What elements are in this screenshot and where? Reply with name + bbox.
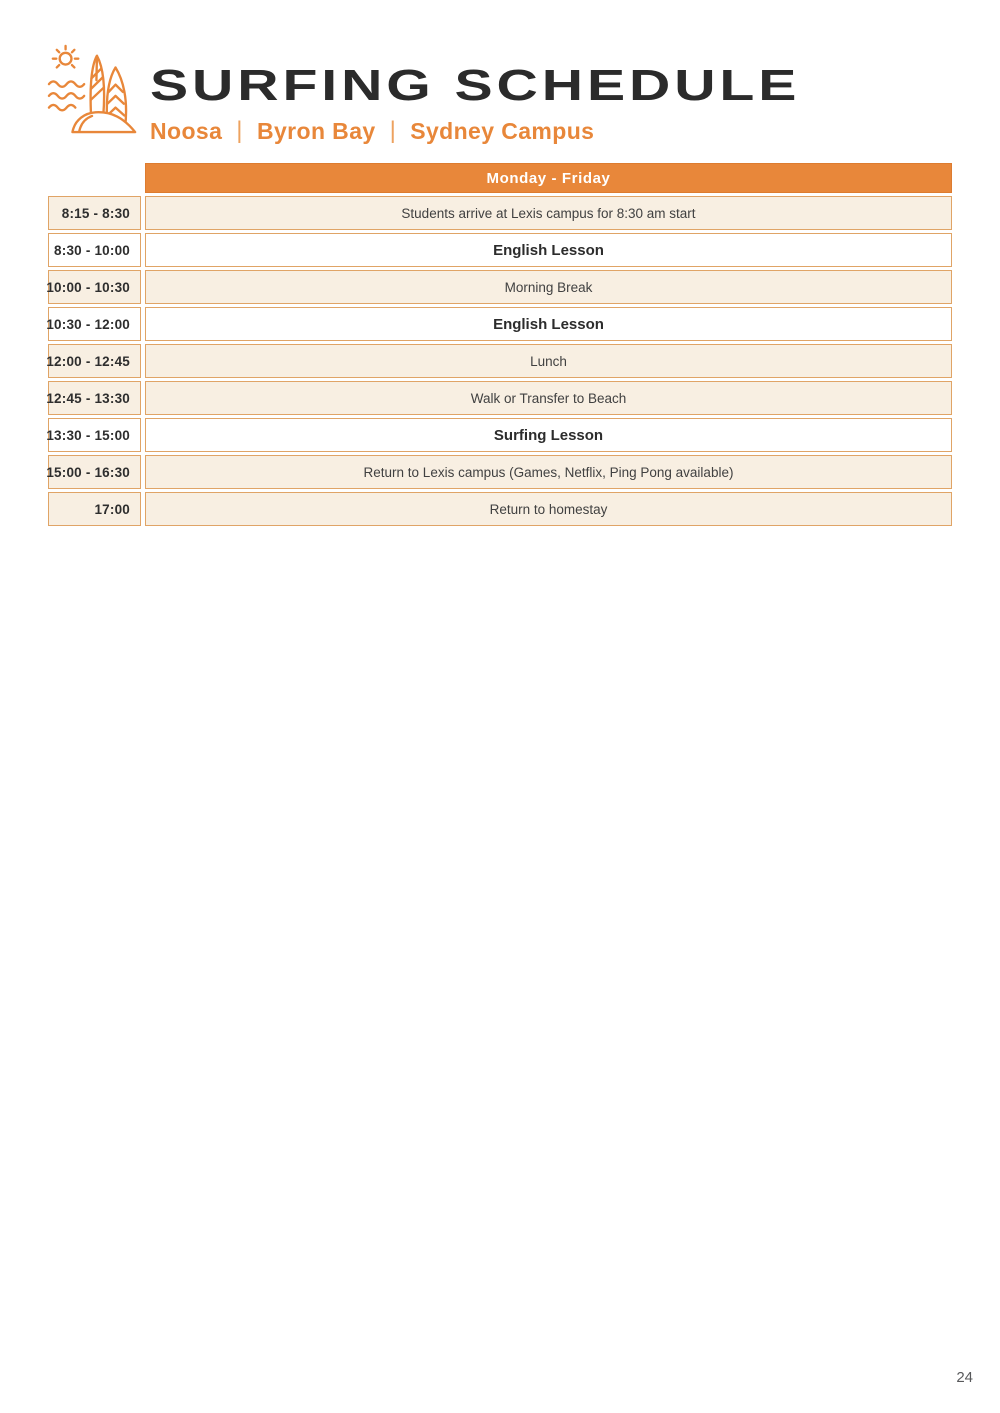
- activity-cell: Return to homestay: [145, 492, 952, 526]
- time-cell: 10:30 - 12:00: [48, 307, 141, 341]
- time-cell: 12:45 - 13:30: [48, 381, 141, 415]
- sun-waves-surfboards-beach-icon: [46, 42, 140, 138]
- time-cell: 15:00 - 16:30: [48, 455, 141, 489]
- time-cell: 13:30 - 15:00: [48, 418, 141, 452]
- brand-header: [46, 42, 801, 145]
- time-cell: 10:00 - 10:30: [48, 270, 141, 304]
- activity-cell: Return to Lexis campus (Games, Netflix, Ping Pong available): [145, 455, 952, 489]
- separator-bar: |: [389, 117, 397, 144]
- activity-cell: Surfing Lesson: [145, 418, 952, 452]
- campus-sydney: Sydney Campus: [410, 117, 595, 144]
- time-cell: 17:00: [48, 492, 141, 526]
- activity-cell: English Lesson: [145, 307, 952, 341]
- activity-cell: English Lesson: [145, 233, 952, 267]
- schedule-grid: [48, 163, 952, 526]
- page-title: SURFING SCHEDULE: [150, 61, 801, 110]
- activity-cell: Students arrive at Lexis campus for 8:30 am start: [145, 196, 952, 230]
- corner-spacer: [48, 163, 141, 193]
- separator-bar: |: [236, 117, 243, 144]
- time-cell: 8:15 - 8:30: [48, 196, 141, 230]
- surfing-schedule-table: [48, 163, 952, 526]
- time-cell: 8:30 - 10:00: [48, 233, 141, 267]
- brand-text: [150, 42, 801, 145]
- campus-byron-bay: Byron Bay: [256, 117, 376, 144]
- column-header-monday-friday: Monday - Friday: [145, 163, 952, 193]
- campus-noosa: Noosa: [150, 117, 223, 144]
- activity-cell: Lunch: [145, 344, 952, 378]
- time-cell: 12:00 - 12:45: [48, 344, 141, 378]
- activity-cell: Morning Break: [145, 270, 952, 304]
- campus-subtitle: [150, 117, 650, 145]
- activity-cell: Walk or Transfer to Beach: [145, 381, 952, 415]
- page-number: 24: [956, 1369, 973, 1386]
